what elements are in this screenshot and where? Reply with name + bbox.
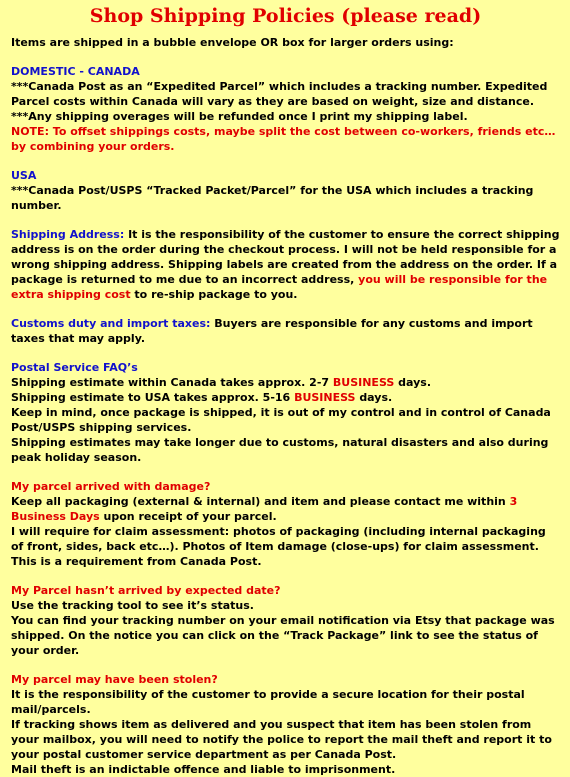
usa-line-1: ***Canada Post/USPS “Tracked Packet/Parcel” for the USA which includes a tracking number. [11, 184, 534, 212]
faq-control: Keep in mind, once package is shipped, it is out of my control and in control of Canada Post/USPS shipping services. [11, 406, 551, 434]
late-heading: My Parcel hasn’t arrived by expected date? [11, 584, 281, 597]
stolen-text-3: Mail theft is an indictable offence and liable to imprisonment. [11, 763, 396, 776]
faq-section [11, 360, 560, 465]
address-text-2: to re-ship package to you. [134, 288, 298, 301]
domestic-line-2: ***Any shipping overages will be refunded once I print my shipping label. [11, 110, 468, 123]
domestic-section [11, 64, 560, 154]
faq-usa-pre: Shipping estimate to USA takes approx. 5-16 [11, 391, 291, 404]
damage-paragraph-2: I will require for claim assessment: photos of packaging (including internal packaging of front, sides, back etc…). Photos of Item damage (close-ups) for claim assessment. This is a requirement from Canada Post. [11, 525, 546, 568]
faq-canada-estimate [11, 375, 560, 390]
faq-usa-post: days. [359, 391, 393, 404]
damage-deadline: 3 Business Days [11, 495, 518, 523]
damage-heading: My parcel arrived with damage? [11, 480, 211, 493]
faq-canada-pre: Shipping estimate within Canada takes approx. 2-7 [11, 376, 330, 389]
domestic-note: NOTE: To offset shippings costs, maybe split the cost between co-workers, friends etc…by combining your orders. [11, 125, 556, 153]
domestic-heading: DOMESTIC - CANADA [11, 65, 140, 78]
customs-paragraph [11, 316, 560, 346]
intro-text: Items are shipped in a bubble envelope OR box for larger orders using: [11, 36, 454, 49]
late-text-2: You can find your tracking number on your email notification via Etsy that package was shipped. On the notice you can click on the “Track Package” link to see the status of your order. [11, 614, 555, 657]
page-title: Shop Shipping Policies (please read) [89, 5, 482, 27]
stolen-text-2: If tracking shows item as delivered and you suspect that item has been stolen from your mailbox, you will need to notify the police to report the mail theft and report it to your postal customer service department as per Canada Post. [11, 718, 552, 761]
stolen-heading: My parcel may have been stolen? [11, 673, 218, 686]
address-heading: Shipping Address: [11, 228, 125, 241]
customs-heading: Customs duty and import taxes: [11, 317, 211, 330]
faq-delays: Shipping estimates may take longer due to customs, natural disasters and also during peak holiday season. [11, 436, 549, 464]
usa-heading: USA [11, 169, 37, 182]
damage-section [11, 479, 560, 569]
damage-paragraph-1 [11, 494, 560, 524]
customs-section [11, 316, 560, 346]
faq-canada-post: days. [398, 376, 431, 389]
late-text-1: Use the tracking tool to see it’s status. [11, 599, 254, 612]
address-warning: you will be responsible for the extra shipping cost [11, 273, 548, 301]
faq-business-badge: BUSINESS [332, 376, 395, 389]
faq-heading: Postal Service FAQ’s [11, 361, 138, 374]
usa-section [11, 168, 560, 213]
late-section [11, 583, 560, 658]
damage-text-1: Keep all packaging (external & internal) and item and please contact me within [11, 495, 506, 508]
customs-text: Buyers are responsible for any customs and import taxes that may apply. [11, 317, 533, 345]
address-section [11, 227, 560, 302]
faq-business-badge-2: BUSINESS [294, 391, 356, 404]
stolen-text-1: It is the responsibility of the customer to provide a secure location for their postal mail/parcels. [11, 688, 525, 716]
address-text-1: It is the responsibility of the customer to ensure the correct shipping address is on the order during the checkout process. I will not be held responsible for a wrong shipping address. Shipping labels are created from the address on the order. If a package is returned to me due to an incorrect address, [11, 228, 560, 286]
damage-text-2: upon receipt of your parcel. [103, 510, 277, 523]
faq-usa-estimate [11, 390, 560, 405]
stolen-section [11, 672, 560, 777]
address-paragraph [11, 227, 560, 302]
domestic-line-1: ***Canada Post as an “Expedited Parcel” which includes a tracking number. Expedited Parcel costs within Canada will vary as they are based on weight, size and distance. [11, 80, 548, 108]
